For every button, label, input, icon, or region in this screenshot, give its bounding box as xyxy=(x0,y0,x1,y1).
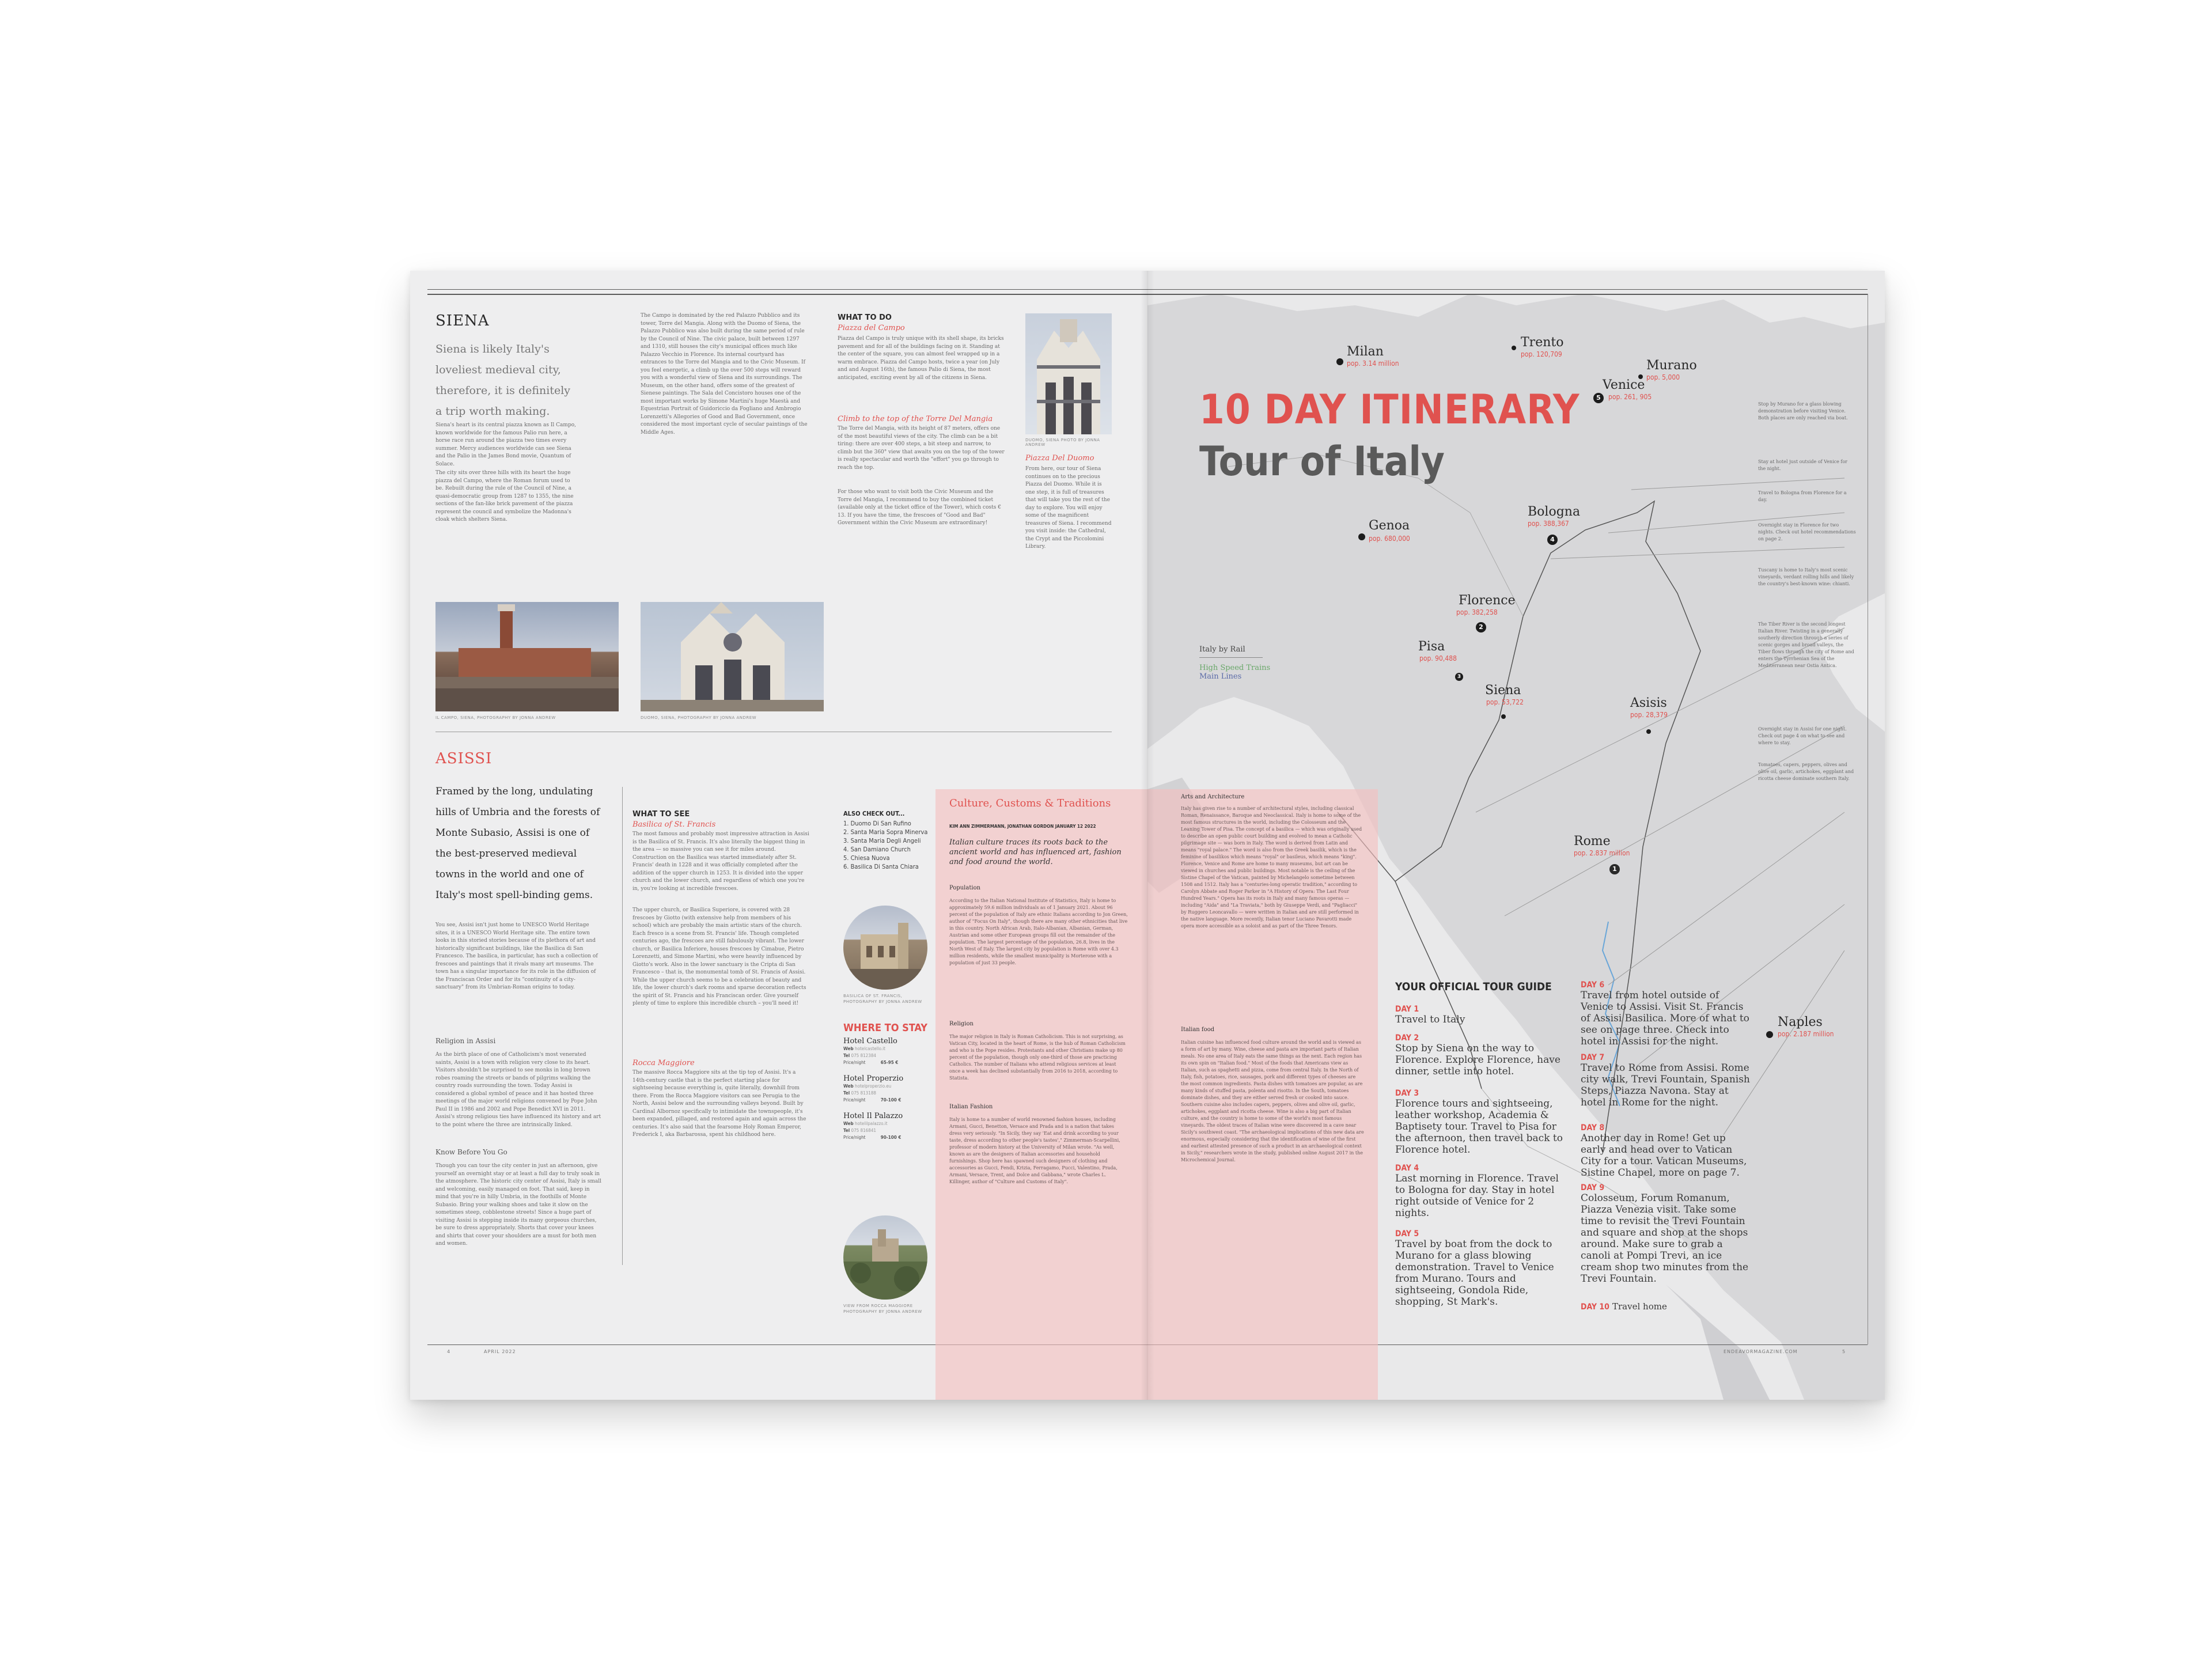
list-item: 2. Santa Maria Sopra Minerva xyxy=(843,828,928,836)
day-label: DAY 8 xyxy=(1581,1123,1605,1132)
duomo-small-caption: DUOMO, SIENA PHOTO BY JONNA ANDREW xyxy=(1025,438,1100,447)
city-genoa-pop: pop. 680,000 xyxy=(1369,535,1410,543)
side-note-venice: Stay at hotel just outside of Venice for the night. xyxy=(1758,459,1847,471)
assisi-sub2: Know Before You Go xyxy=(435,1148,507,1156)
side-note-murano: Stop by Murano for a glass blowing demonstration before visiting Venice. Both places are only reached via boat. xyxy=(1758,402,1848,421)
siena-body-2: The city sits over three hills with its heart the huge piazza del Campo, where the Roman forum used to be. Rebuilt during the rule of the Council of Nine, a quasi-democratic group from 1287 to 1355, the nine sections of the fan-like brick pavement of the piazza represent the council and symbolize the Madonna's cloak which shelters Siena. xyxy=(435,470,574,522)
day-5 xyxy=(1395,1229,1568,1308)
milan-marker[interactable] xyxy=(1336,358,1343,365)
siena-title: SIENA xyxy=(435,312,490,329)
what-to-see-item1-title: Basilica of St. Francis xyxy=(632,820,716,829)
hotel-web[interactable]: hotelilpalazzo.it xyxy=(855,1121,888,1126)
day-label: DAY 7 xyxy=(1581,1053,1605,1062)
assisi-lede: Framed by the long, undulating hills of Umbria and the forests of Monte Subasio, Assisi is one of the best-preserved medieval towns in the world and one of Italy's most spell-binding gems. xyxy=(435,786,600,901)
day-7 xyxy=(1581,1053,1753,1108)
hotel-card xyxy=(843,1037,930,1066)
what-to-do-item2-title: Climb to the top of the Torre Del Mangia xyxy=(838,415,993,423)
culture-sub-food: Italian food xyxy=(1181,1027,1215,1033)
hotel-price-label: Price/night xyxy=(843,1097,866,1103)
city-murano-pop: pop. 5,000 xyxy=(1646,373,1680,381)
hotel-name: Hotel Castello xyxy=(843,1037,897,1046)
assisi-body-1: You see, Assisi isn't just home to UNESCO World Heritage sites, it is a UNESCO World Heritage site. The entire town looks in this storied stories because of its plethora of art and historically significant buildings, like the Basilica di San Francesco. The basilica, in particular, has such a collection of frescoes and paintings that it rivals many art museums. The town has a singular importance for its role in the diffusion of the Franciscan Order and for its "continuity of a city-sanctuary" from its Umbrian-Roman origins to today. xyxy=(435,922,598,990)
column-rule xyxy=(622,787,623,1265)
day-1 xyxy=(1395,1005,1568,1025)
list-item: 3. Santa Maria Degli Angeli xyxy=(843,837,921,844)
list-item: 5. Chiesa Nuova xyxy=(843,854,890,862)
side-note-tuscany: Tuscany is home to Italy's most scenic vineyards, verdant rolling hills and likely the country's best-known wine: chianti. xyxy=(1758,567,1854,586)
what-to-do-item3-text: From here, our tour of Siena continues on to the precious Piazza del Duomo. While it is one step, it is full of treasures that will take you the rest of the day to explore. You will enjoy some of the magnificent treasures of Siena. I recommend you visit inside: the Cathedral, the Crypt and the Piccolomini Library. xyxy=(1025,466,1112,550)
duomo-small-photo xyxy=(1025,313,1112,434)
rocca-caption: VIEW FROM ROCCA MAGGIORE PHOTOGRAPHY BY JONNA ANDREW xyxy=(843,1304,922,1314)
day-label: DAY 9 xyxy=(1581,1183,1605,1192)
what-to-do-item3-title: Piazza Del Duomo xyxy=(1025,454,1094,463)
legend-title: Italy by Rail xyxy=(1199,645,1245,654)
city-genoa: Genoa xyxy=(1369,518,1410,533)
legend-high-speed: High Speed Trains xyxy=(1199,664,1271,672)
tour-guide-heading: YOUR OFFICIAL TOUR GUIDE xyxy=(1395,980,1552,993)
day-label: DAY 2 xyxy=(1395,1033,1419,1043)
city-milan: Milan xyxy=(1347,344,1384,359)
city-assisi: Asisis xyxy=(1630,696,1667,710)
day-4 xyxy=(1395,1164,1568,1219)
culture-sub-religion: Religion xyxy=(949,1021,974,1027)
city-murano: Murano xyxy=(1646,358,1697,373)
day-label: DAY 1 xyxy=(1395,1005,1419,1014)
city-bologna-pop: pop. 388,367 xyxy=(1528,520,1569,528)
hotel-tel: 075 812384 xyxy=(851,1053,876,1058)
day-text: Stop by Siena on the way to Florence. Explore Florence, have dinner, settle into hotel. xyxy=(1395,1043,1560,1077)
left-page-number: 4 xyxy=(447,1349,450,1354)
side-note-tiber: The Tiber River is the second longest Italian River. Twisting in a generally southerly direction through a series of scenic gorges and broad valleys, the Tiber flows through the city of Rome and enters the Tyrrhenian Sea of the Mediterranean near Ostia Antica. xyxy=(1758,622,1854,668)
day-6 xyxy=(1581,980,1753,1047)
day-8 xyxy=(1581,1123,1753,1179)
hotel-tel-label: Tel xyxy=(843,1128,850,1133)
day-10 xyxy=(1581,1301,1753,1312)
hotel-price-label: Price/night xyxy=(843,1135,866,1140)
top-rule-thick xyxy=(427,294,1147,295)
what-to-see-heading: WHAT TO SEE xyxy=(632,810,690,819)
day-text: Florence tours and sightseeing, leather workshop, Academia & Baptisety tour. Travel to Pisa for the afternoon, then travel back to Florence hotel. xyxy=(1395,1098,1563,1156)
hotel-name: Hotel Properzio xyxy=(843,1074,904,1083)
assisi-marker[interactable] xyxy=(1646,729,1651,734)
siena-col2: The Campo is dominated by the red Palazzo Pubblico and its tower, Torre del Mangia. Along with the Duomo of Siena, the Palazzo Pubblico was also built during the same period of rule by the Council of Nine. The civic palace, built between 1297 and 1310, still houses the city's municipal offices much like Palazzo Vecchio in Florence. Its internal courtyard has entrances to the Torre del Mangia and to the Civic Museum. If you feel energetic, a climb up the over 500 steps will reward you with a wonderful view of Siena and its surroundings. The Museum, on the other hand, offers some of the greatest of Sienese paintings. The Sala del Concistoro houses one of the most important works by Simone Martini's huge Maestà and Equestrian Portrait of Guidoriccio da Fogliano and Ambrogio Lorenzetti's Allegories of Good and Bad Government, once considered the most important cycle of secular paintings of the Middle Ages. xyxy=(641,313,808,435)
hotel-tel: 075 816841 xyxy=(851,1128,876,1133)
city-pisa-pop: pop. 90,488 xyxy=(1419,654,1457,662)
culture-sub-arts: Arts and Architecture xyxy=(1181,794,1245,800)
day-label: DAY 6 xyxy=(1581,980,1605,990)
city-venice: Venice xyxy=(1603,378,1645,392)
day-label: DAY 10 xyxy=(1581,1302,1609,1312)
city-rome: Rome xyxy=(1574,834,1611,849)
side-note-assisi: Overnight stay in Assisi for one night. Check out page 4 on what to see and where to stay. xyxy=(1758,726,1847,745)
what-to-do-item2-text: The Torre del Mangia, with its height of 87 meters, offers one of the most beautiful views of the city. The climb can be a bit tiring: there are over 400 steps, a bit steep and narrow, to climb but the 360° view that awaits you on the top of the tower is really spectacular and worth the "effort" you go through to reach the top. xyxy=(838,426,1005,471)
day-text: Travel home xyxy=(1612,1301,1667,1312)
il-campo-caption: IL CAMPO, SIENA, PHOTOGRAPHY BY JONNA ANDREW xyxy=(435,715,556,720)
culture-byline: KIM ANN ZIMMERMANN, JONATHAN GORDON JANUARY 12 2022 xyxy=(949,824,1096,829)
assisi-sub1: Religion in Assisi xyxy=(435,1037,496,1045)
hotel-tel-label: Tel xyxy=(843,1053,850,1058)
top-rule-thick xyxy=(1147,294,1868,295)
day-text: Travel by boat from the dock to Murano for a glass blowing demonstration. Travel to Venice from Murano. Tours and sightseeing, Gondola Ride, shopping, St Mark's. xyxy=(1395,1238,1554,1308)
basilica-caption: BASILICA OF ST. FRANCIS, PHOTOGRAPHY BY JONNA ANDREW xyxy=(843,994,922,1004)
center-fold xyxy=(1141,271,1154,1400)
culture-lede: Italian culture traces its roots back to the ancient world and has influenced art, fashion and food around the world. xyxy=(949,838,1122,866)
left-page-date: APRIL 2022 xyxy=(484,1349,516,1354)
genoa-marker[interactable] xyxy=(1358,533,1365,540)
hotel-web-label: Web xyxy=(843,1084,854,1089)
city-venice-pop: pop. 261, 905 xyxy=(1608,393,1652,401)
il-campo-photo xyxy=(435,602,619,711)
culture-text-arts: Italy has given rise to a number of architectural styles, including classical Roman, Renaissance, Baroque and Neoclassical. Italy is home to some of the most famous structures in the world, including the Colosseum and the Leaning Tower of Pisa. The concept of a basilica — which was originally used to describe an open public court building and evolved to mean a Catholic pilgrimage site — was born in Italy. The word is derived from Latin and means "royal palace." The word is also from the Greek basilik, which is the feminine of basilikos which means "royal" or basileus, which means "king". Florence, Venice and Rome are home to many museums, but art can be viewed in churches and public buildings. Most notable is the ceiling of the Sistine Chapel of the Vatican, painted by Michelangelo sometime between 1508 and 1512. Italy has a "centuries-long operatic tradition," according to Carolyn Abbate and Roger Parker in "A History of Opera: The Last Four Hundred Years." Opera has its roots in Italy and many famous operas — including "Aida" and "La Traviata," both by Giuseppe Verdi, and "Pagliacci" by Ruggero Leoncavallo — were written in Italian and are still performed in the native language. More recently, Italian tenor Luciano Pavarotti made opera more accessible as a soloist and as part of the Three Tenors. xyxy=(1181,806,1362,929)
right-page-number: 5 xyxy=(1842,1349,1846,1354)
list-item: 1. Duomo Di San Rufino xyxy=(843,820,911,827)
day-text: Last morning in Florence. Travel to Bologna for day. Stay in hotel right outside of Venice for 2 nights. xyxy=(1395,1173,1559,1219)
siena-body-1: Siena's heart is its central piazza known as Il Campo, known worldwide for the famous Palio run here, a horse race run around the piazza two times every summer. Mercy audiences worldwide can see Siena and the Palio in the James Bond movie, Quantum of Solace. xyxy=(435,422,576,467)
day-text: Travel to Rome from Assisi. Rome city walk, Trevi Fountain, Spanish Steps, Piazza Navona. Stay at hotel in Rome for the night. xyxy=(1581,1062,1750,1108)
hotel-list xyxy=(843,1037,930,1141)
top-rule xyxy=(427,289,1147,290)
city-florence: Florence xyxy=(1459,593,1516,608)
list-item: 4. San Damiano Church xyxy=(843,846,911,853)
also-check-out-list xyxy=(843,819,927,871)
city-naples: Naples xyxy=(1778,1015,1823,1029)
route-stop-3[interactable]: 3 xyxy=(1455,673,1463,681)
route-stop-1[interactable]: 1 xyxy=(1609,864,1620,874)
newspaper-spread xyxy=(410,271,1885,1400)
also-check-out-heading: ALSO CHECK OUT... xyxy=(843,810,905,817)
side-note-florence: Overnight stay in Florence for two nights. Check out hotel recommendations on page 2. xyxy=(1758,522,1856,541)
what-to-see-item1-text: The most famous and probably most impressive attraction in Assisi is the Basilica of St. Francis. It's also literally the biggest thing in the area — so massive you can see it for miles around. Construction on the Basilica was started immediately after St. Francis' death in 1228 and it was officially completed after the addition of the upper church in 1253. It is divided into the upper church and the lower church, and regardless of which one you're in, you're looking at incredible frescoes. xyxy=(632,831,809,892)
siena-lede: Siena is likely Italy's loveliest medieval city, therefore, it is definitely a trip worth making. xyxy=(435,343,571,418)
route-stop-2[interactable]: 2 xyxy=(1476,622,1486,632)
route-stop-4[interactable]: 4 xyxy=(1547,535,1558,545)
hotel-card xyxy=(843,1074,930,1104)
assisi-body-3: Though you can tour the city center in just an afternoon, give yourself an overnight stay or at least a full day to truly soak in the atmosphere. The historic city center of Assisi, Italy is small and welcoming, easily managed on foot. That said, keep in mind that you're in hilly Umbria, in the foothills of Monte Subasio. Bring your walking shoes and take it slow on the sometimes steep, cobblestone streets! Since a huge part of visiting Assisi is stepping inside its many gorgeous churches, be sure to dress appropriately. Shorts that cover your knees and shirts that cover your shoulders are a must for both men and women. xyxy=(435,1163,601,1247)
day-3 xyxy=(1395,1089,1568,1156)
city-rome-pop: pop. 2.837 million xyxy=(1574,849,1630,857)
site-url: ENDEAVORMAGAZINE.COM xyxy=(1724,1349,1798,1354)
day-9 xyxy=(1581,1183,1753,1285)
itinerary-title: 10 DAY ITINERARY xyxy=(1199,386,1580,433)
where-to-stay-heading: WHERE TO STAY xyxy=(843,1022,927,1034)
culture-sub-fashion: Italian Fashion xyxy=(949,1104,993,1110)
hotel-price: 65-95 € xyxy=(880,1060,899,1065)
hotel-card xyxy=(843,1112,930,1141)
assisi-title: ASISSI xyxy=(435,750,493,767)
basilica-circle-photo xyxy=(843,906,927,990)
city-trento-pop: pop. 120,709 xyxy=(1521,350,1562,358)
duomo-caption: DUOMO, SIENA, PHOTOGRAPHY BY JONNA ANDREW xyxy=(641,715,757,720)
day-2 xyxy=(1395,1033,1568,1077)
what-to-do-item2-text-b: For those who want to visit both the Civic Museum and the Torre del Mangia, I recommend to buy the combined ticket (available only at the ticket office of the Tower), which costs € 13. If you have the time, the frescoes of "Good and Bad" Government within the Civic Museum are extraordinary! xyxy=(838,489,1001,526)
culture-text-fashion: Italy is home to a number of world renowned fashion houses, including Armani, Gucci, Benetton, Versace and Prada and is a nation that takes dress very seriously. "In Sicily, they say 'Eat and drink according to your taste, dress according to other people's tastes'," Zimmerman-Scarpellini, professor of modern history at the University of Milan wrote. "As well, known as are the designers of Italian accessories and household furnishings. Shop here has spawned such designers of clothing and accessories as Gucci, Fendi, Krizia, Ferragamo, Pucci, Valentino, Prada, Armani, Versace, Trent, and Dolce and Gabbana," wrote Charles L. Killinger, author of "Culture and Customs of Italy". xyxy=(949,1117,1120,1184)
city-pisa: Pisa xyxy=(1418,639,1445,654)
route-stop-5[interactable]: 5 xyxy=(1593,393,1604,403)
hotel-web[interactable]: hotelcastello.it xyxy=(855,1046,885,1051)
rocca-circle-photo xyxy=(843,1215,927,1300)
what-to-see-item2-text: The massive Rocca Maggiore sits at the tip top of Assisi. It's a 14th-century castle that is the perfect starting place for sightseeing because everything is, quite literally, downhill from there. From the Rocca Maggiore visitors can see Perugia to the North, Assisi below and the surrounding valleys beyond. Built by Cardinal Albornoz specifically to intimidate the townspeople, it's been expanded, pillaged, and restored again and again across the centuries. It's also said that the fearsome Holy Roman Emperor, Frederick I, aka Barbarossa, spent his childhood here. xyxy=(632,1070,806,1138)
naples-marker[interactable] xyxy=(1766,1031,1773,1038)
legend-main-lines: Main Lines xyxy=(1199,672,1242,681)
hotel-web[interactable]: hotelproperzio.eu xyxy=(855,1084,892,1089)
culture-text-religion: The major religion in Italy is Roman Catholicism. This is not surprising, as Vatican City, located in the heart of Rome, is the hub of Roman Catholicism and who is the Pope resides. Protestants and other Christians make up 80 percent of the population, though only one-third of those are practicing Catholics. The number of Italians who attend religious services at least once a week has declined substantially from 2016 to 2018, according to Statista. xyxy=(949,1034,1126,1081)
hotel-price: 70-100 € xyxy=(880,1097,902,1103)
city-assisi-pop: pop. 28,379 xyxy=(1630,711,1668,719)
day-label: DAY 3 xyxy=(1395,1089,1419,1098)
city-florence-pop: pop. 382,258 xyxy=(1456,608,1498,616)
side-note-bologna: Travel to Bologna from Florence for a day. xyxy=(1758,490,1847,502)
city-siena-pop: pop. 53,722 xyxy=(1486,698,1524,706)
culture-sub-population: Population xyxy=(949,885,981,891)
hotel-tel: 075 813188 xyxy=(851,1090,876,1096)
what-to-do-item1-text: Piazza del Campo is truly unique with its shell shape, its bricks pavement and for all of the buildings facing on it. Standing at the center of the square, you can almost feel wrapped up in a warm embrace. Piazza del Campo hosts, twice a year (on July and and August 16th), the famous Palio di Siena, the most anticipated, exciting event by all of the citizens in Siena. xyxy=(838,336,1004,381)
day-label: DAY 4 xyxy=(1395,1164,1419,1173)
day-text: Travel to Italy xyxy=(1395,1014,1465,1025)
hotel-price: 90-100 € xyxy=(880,1135,902,1140)
trento-marker[interactable] xyxy=(1512,346,1516,350)
hotel-web-label: Web xyxy=(843,1121,854,1126)
hotel-tel-label: Tel xyxy=(843,1090,850,1096)
hotel-name: Hotel Il Palazzo xyxy=(843,1112,903,1120)
culture-text-food: Italian cuisine has influenced food culture around the world and is viewed as a form of art by many. Wine, cheese and pasta are important parts of Italian meals. No one area of Italy eats the same things as the next. Each region has its own spin on "Italian food." Most of the foods that Americans view as Italian, such as spaghetti and pizza, come from central Italy. In the North of Italy, fish, potatoes, rice, sausages, pork and different types of cheeses are the most common ingredients. Pasta dishes with tomatoes are popular, as are many kinds of stuffed pasta, polenta and risotto. In the South, tomatoes dominate dishes, and they are either served fresh or cooked into sauce. Southern cuisine also includes capers, peppers, olives and olive oil, garlic, artichokes, eggplant and ricotta cheese. Wine is also a big part of Italian culture, and the country is home to some of the world's most famous vineyards. The oldest traces of Italian wine were discovered in a cave near Sicily's southwest coast. "The archaeological implications of this new data are enormous, especially considering that the identification of wine of the first and earliest attested presence of such a product in an archaeological context in Sicily," researchers wrote in the study, published online August 2017 in the Microchemical Journal. xyxy=(1181,1040,1364,1162)
day-text: Another day in Rome! Get up early and head over to Vatican City for a tour. Vatican Museums, Sistine Chapel, more on page 7. xyxy=(1581,1132,1747,1179)
city-naples-pop: pop. 2.187 million xyxy=(1778,1030,1834,1038)
assisi-body-2: As the birth place of one of Catholicism's most venerated saints, Assisi is a town with religion very close to its heart. Visitors shouldn't be surprised to see monks in long brown robes roaming the streets or bands of pilgrims walking the country roads surrounding the town. Today Assisi is considered a global symbol of peace and it has hosted three meetings of the major world religions convened by Pope John Paul II in 1986 and 2002 and Pope Benedict XVI in 2011. Assisi's strong religious ties have influenced its history and art to the point where the three are intrinsically linked. xyxy=(435,1052,601,1128)
culture-text-population: According to the Italian National Institute of Statistics, Italy is home to approximately 59.6 million individuals as of 1 January 2021. About 96 percent of the population of Italy are ethnic Italians according to Jon Green, author of "Focus On Italy", though there are many other ethnicities that live in this country. North African Arab, Italo-Albanian, Albanian, German, Austrian and some other European groups fill out the remainder of the population. The largest percentage of the population, 26.8, lives in the North West of Italy. The largest city by population is Rome with over 4.3 million residents, while the smallest municipality is Morterone with a population of just 33 people. xyxy=(949,898,1128,965)
day-text: Travel from hotel outside of Venice to Assisi. Visit St. Francis of Assisi Basilica. More of what to see on page three. Check into hotel in Assisi for the night. xyxy=(1581,990,1749,1047)
what-to-do-item1-title: Piazza del Campo xyxy=(838,324,905,332)
side-note-southern-food: Tomatoes, capers, peppers, olives and olive oil, garlic, artichokes, eggplant and ricotta cheese dominate southern Italy. xyxy=(1758,762,1854,781)
city-trento: Trento xyxy=(1521,335,1564,350)
what-to-do-heading: WHAT TO DO xyxy=(838,313,892,322)
city-bologna: Bologna xyxy=(1528,505,1581,519)
legend-rule xyxy=(1199,657,1263,658)
day-text: Colosseum, Forum Romanum, Piazza Venezia visit. Take some time to revisit the Trevi Fountain and square and shop at the shops around. Make sure to grab a canoli at Pompi Trevi, an ice cream shop two minutes from the Trevi Fountain. xyxy=(1581,1192,1749,1285)
what-to-see-item1-text-b: The upper church, or Basilica Superiore, is covered with 28 frescoes by Giotto (with extensive help from members of his school) which are probably the main artistic stars of the church. Each fresco is a scene from St. Francis' life. Though completed centuries ago, the frescoes are still fabulously vibrant. The lower church, or Basilica Inferiore, houses frescoes by Cimabue, Pietro Lorenzetti, and Simone Martini, who were heavily influenced by Giotto's work. Also in the lower sanctuary is the Cripta di San Francesco – that is, the monumental tomb of St. Francis of Assisi. While the upper church seems to be a celebration of beauty and life, the lower church's dark rooms and sparse decoration reflects the spirit of St. Francis and his Franciscan order. Give yourself plenty of time to explore this incredible church – you'll need it! xyxy=(632,907,806,1006)
hotel-web-label: Web xyxy=(843,1046,854,1051)
what-to-see-item2-title: Rocca Maggiore xyxy=(632,1059,695,1067)
hotel-price-label: Price/night xyxy=(843,1060,866,1065)
siena-marker[interactable] xyxy=(1501,714,1506,719)
day-label: DAY 5 xyxy=(1395,1229,1419,1238)
list-item: 6. Basilica Di Santa Chiara xyxy=(843,863,919,870)
city-milan-pop: pop. 3.14 million xyxy=(1347,359,1399,368)
top-rule xyxy=(1147,289,1868,290)
culture-title: Culture, Customs & Traditions xyxy=(949,797,1111,809)
itinerary-subtitle: Tour of Italy xyxy=(1199,438,1445,485)
city-siena: Siena xyxy=(1485,683,1521,698)
duomo-photo xyxy=(641,602,824,711)
rail-legend xyxy=(1199,645,1270,681)
